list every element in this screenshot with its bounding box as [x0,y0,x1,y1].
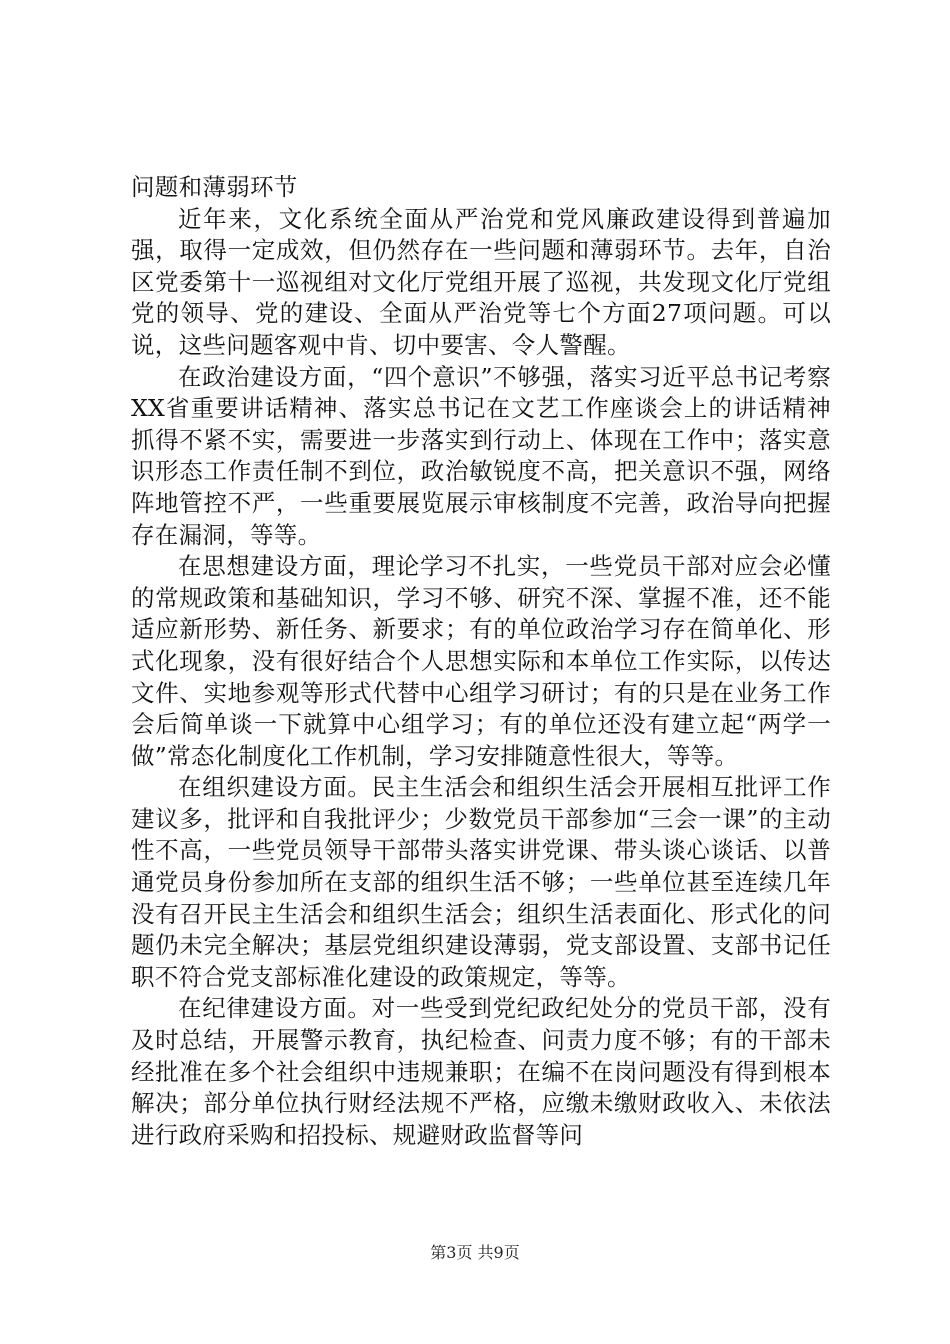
page-footer [0,1243,950,1263]
document-body [131,172,831,1151]
paragraph-organizational-building: 在组织建设方面。民主生活会和组织生活会开展相互批评工作建议多，批评和自我批评少；少数党员干部参加“三会一课”的主动性不高，一些党员领导干部带头落实讲党课、带头谈心谈话、以普通党员身份参加所在支部的组织生活不够；一些单位甚至连续几年没有召开民主生活会和组织生活会；组织生活表面化、形式化的问题仍未完全解决；基层党组织建设薄弱，党支部设置、支部书记任职不符合党支部标准化建设的政策规定，等等。 [131,773,831,991]
paragraph-ideological-building: 在思想建设方面，理论学习不扎实，一些党员干部对应会必懂的常规政策和基础知识，学习不够、研究不深、掌握不准，还不能适应新形势、新任务、新要求；有的单位政治学习存在简单化、形式化现象，没有很好结合个人思想实际和本单位工作实际，以传达文件、实地参观等形式代替中心组学习研讨；有的只是在业务工作会后简单谈一下就算中心组学习；有的单位还没有建立起“两学一做”常态化制度化工作机制，学习安排随意性很大，等等。 [131,552,831,770]
paragraph-intro: 近年来，文化系统全面从严治党和党风廉政建设得到普遍加强，取得一定成效，但仍然存在一些问题和薄弱环节。去年，自治区党委第十一巡视组对文化厅党组开展了巡视，共发现文化厅党组党的领导、党的建设、全面从严治党等七个方面27项问题。可以说，这些问题客观中肯、切中要害、令人警醒。 [131,204,831,359]
paragraph-continuation: 问题和薄弱环节 [131,173,298,201]
paragraph-political-building: 在政治建设方面，“四个意识”不够强，落实习近平总书记考察XX省重要讲话精神、落实总书记在文艺工作座谈会上的讲话精神抓得不紧不实，需要进一步落实到行动上、体现在工作中；落实意识形态工作责任制不到位，政治敏锐度不高，把关意识不强，网络阵地管控不严，一些重要展览展示审核制度不完善，政治导向把握存在漏洞，等等。 [131,362,831,549]
paragraph-discipline-building: 在纪律建设方面。对一些受到党纪政纪处分的党员干部，没有及时总结，开展警示教育，执纪检查、问责力度不够；有的干部未经批准在多个社会组织中违规兼职；在编不在岗问题没有得到根本解决；部分单位执行财经法规不严格，应缴未缴财政收入、未依法进行政府采购和招投标、规避财政监督等问 [131,994,831,1149]
page-number: 第3页 共9页 [430,1243,520,1262]
